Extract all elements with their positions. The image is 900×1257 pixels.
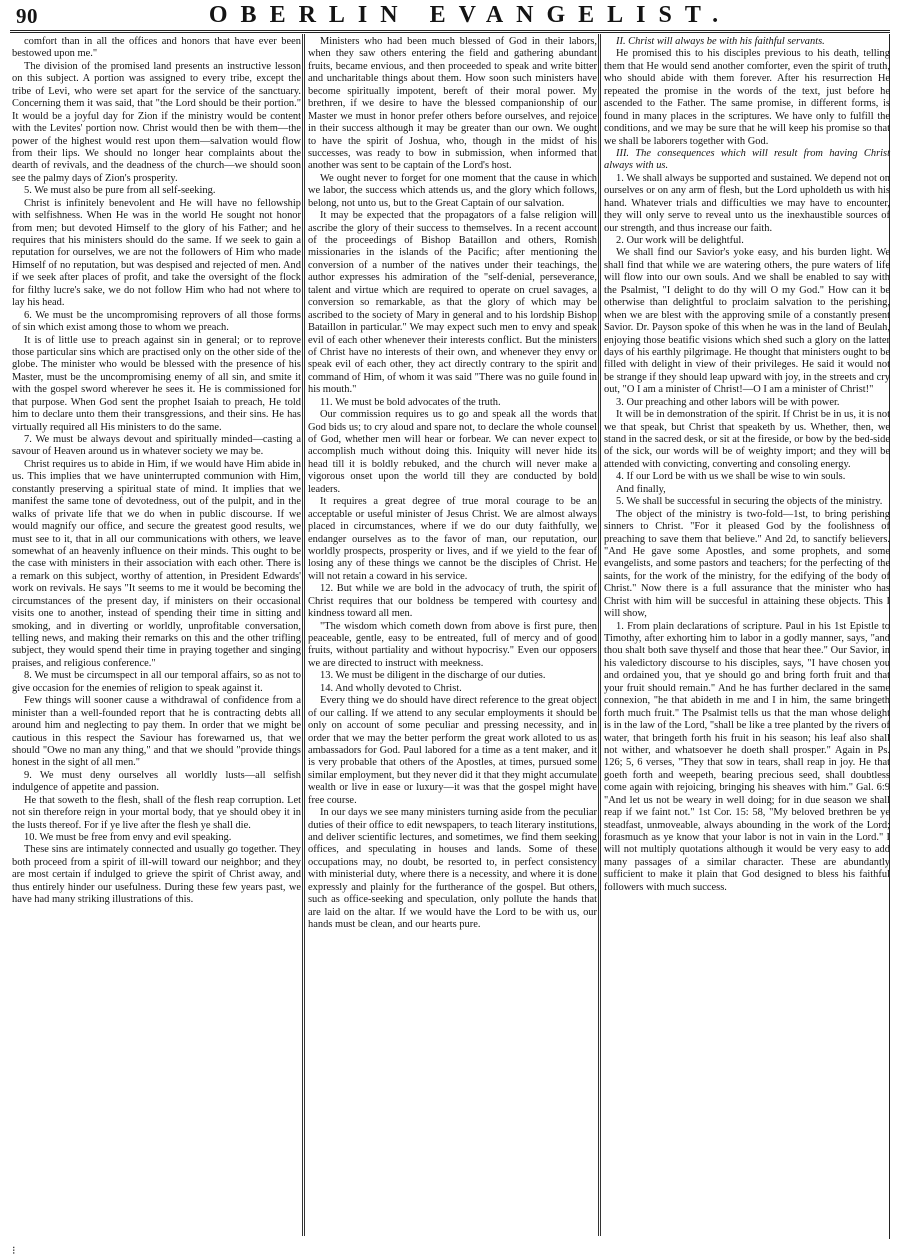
article-paragraph: 9. We must deny ourselves all worldly lusts—all selfish indulgence of appetite and passion. — [12, 769, 301, 794]
article-paragraph: Christ is infinitely benevolent and He will have no fellowship with selfishness. When He was in the world He sought not honor from men; but devoted Himself to the glory of his Father; and he requires that his ministers should do the same. If we seek to gain a reputation for ourselves, we are not the followers of Him who made Himself of no reputation, but was despised and rejected of men. And if we seek after places of profit, and take the oversight of the flock for filthy lucre's sake, we do not follow Him who had not where to lay his head. — [12, 197, 301, 309]
text-column-3 — [604, 36, 890, 894]
article-paragraph: It requires a great degree of true moral courage to be an acceptable or useful minister of Jesus Christ. We are almost always placed in circumstances, where if we do our duty faithfully, we endanger ourselves as to the favor of man, our reputation, our worldly prospects, prosperity or lives, and if we yield to the fear of losing any of these things we cannot be the disciples of Christ. He will not retain a coward in his service. — [308, 496, 597, 582]
masthead-title: OBERLIN EVANGELIST. — [208, 2, 732, 28]
article-paragraph: 5. We shall be successful in securing the objects of the ministry. — [616, 496, 883, 508]
article-paragraph: 6. We must be the uncompromising reprovers of all those forms of sin which exist among those to whom we preach. — [12, 309, 301, 334]
article-paragraph: 14. And wholly devoted to Christ. — [320, 682, 462, 694]
article-paragraph: 1. From plain declarations of scripture. Paul in his 1st Epistle to Timothy, after exhorting him to labor in a godly manner, says, "and thou shalt both save thyself and those that hear thee." Our Savior, in his valedictory discourse to his disciples, says, "I have chosen you and ordained you, that ye should go and bring forth fruit and that your fruit should remain." And he has further declared in the same connexion, "he that abideth in me and I in him, the same bringeth forth much fruit." The Psalmist tells us that the man whose delight is in the law of the Lord, "shall be like a tree planted by the rivers of water, that bringeth forth his fruit in his season; his leaf also shall not wither, and whatsoever he doeth shall prosper." Again in Ps. 126; 5, 6 verses, "They that sow in tears, shall reap in joy. He that goeth forth and weepeth, bearing precious seed, shall doubtless come again with rejoicing, bringing his sheaves with him." Gal. 6:9 "And let us not be weary in well doing; for in due season we shall reap if we faint not." 1st Cor. 15: 58, "My beloved brethren be ye steadfast, unmoveable, always abounding in the work of the Lord; forasmuch as ye know that your labor is not in vain in the Lord." I will not multiply quotations although it would be very easy to add many passages of a similar character. These are abundantly sufficient to make it plain that God designed to bless his faithful followers with much success. — [604, 620, 890, 893]
article-paragraph: Every thing we do should have direct reference to the great object of our calling. If we attend to any secular employments it should be only on account of some peculiar and pressing necessity, and in order that we may the better perform the great work alloted to us as ambassadors for God. Paul labored for a time as a tent maker, and it is very probable that others of the Apostles, at times, pursued some similar employment, but they never did it that they might accumulate wealth or live in ease or luxury—it was that the gospel might have free course. — [308, 695, 597, 806]
text-column-2 — [308, 36, 597, 932]
column-divider — [302, 34, 305, 1236]
article-paragraph: 12. But while we are bold in the advocacy of truth, the spirit of Christ requires that our boldness be tempered with courtesy and kindness toward all men. — [308, 583, 597, 620]
article-paragraph: We shall find our Savior's yoke easy, and his burden light. We shall find that while we are watering others, the pure waters of life will flow into our own souls. And we shall be enabled to say with the Psalmist, "I delight to do thy will O my God." How can it be otherwise than delightful to proclaim salvation to the perishing, when we are blest with the approving smile of a constantly present Savior. Dr. Payson spoke of this when he was in the land of Beulah, enjoying those beatific visions which shed such a glory on the latter days of his earthly pilgrimage. He thought that ministers ought to be filled with delight in view of their privileges. He said it would not be strange if they should leap upward with joy, in the streets and cry out, "O I am a minister of Christ!—O I am a minister of Christ!" — [604, 247, 890, 396]
header-rule — [10, 30, 890, 31]
article-paragraph: It will be in demonstration of the spirit. If Christ be in us, it is not we that speak, but Christ that speaketh by us. Whether, then, we stand in the sacred desk, or sit at the fireside, or bow by the bed-side of the sick, our words will be of weighty import; and they will be attended with convicting, converting and consoling energy. — [604, 409, 890, 470]
article-paragraph: Our commission requires us to go and speak all the words that God bids us; to cry aloud and spare not, to declare the whole counsel of God, whether men will hear or forbear. We can never expect to accomplish much without doing this. Iniquity will never hide its head till it is boldly rebuked, and the church will never make a vigorous onset upon the world till they are conducted by bold leaders. — [308, 409, 597, 495]
article-paragraph: 8. We must be circumspect in all our temporal affairs, so as not to give occasion for the enemies of religion to speak against it. — [12, 670, 301, 694]
article-paragraph: He promised this to his disciples previous to his death, telling them that He would send another comforter, even the spirit of truth, who should abide with them forever. After his resurrection He repeated the promise in the words of the text, just before he ascended to the Father. The same promise, in different forms, is found in many places in the scriptures. We have only to fulfill the conditions, and we may be sure that he will keep his promise so that we shall be laborers together with God. — [604, 48, 890, 147]
page-header — [10, 2, 890, 30]
article-paragraph: "The wisdom which cometh down from above is first pure, then peaceable, gentle, easy to be entreated, full of mercy and of good fruits, without partiality and without hypocrisy." Even our opposers we are directed to instruct with meekness. — [308, 620, 597, 669]
article-paragraph: 1. We shall always be supported and sustained. We depend not on ourselves or on any arm of flesh, but the Lord upholdeth us with his hand. Whatever trials and difficulties we may have to encounter, they will only serve to reveal unto us the inexhaustible sources of our strength, and thus increase our faith. — [604, 172, 890, 234]
article-paragraph: 11. We must be bold advocates of the truth. — [320, 396, 501, 408]
article-paragraph: comfort than in all the offices and honors that have ever been bestowed upon me." — [12, 36, 301, 60]
article-paragraph: 7. We must be always devout and spiritually minded—casting a savour of Heaven around us in whatever society we may be. — [12, 434, 301, 458]
article-paragraph: III. The consequences which will result from having Christ always with us. — [604, 147, 890, 172]
article-paragraph: The object of the ministry is two-fold—1st, to bring perishing sinners to Christ. "For it pleased God by the foolishness of preaching to save them that believe." And 2d, to sanctify believers. "And He gave some Apostles, and some prophets, and some evangelists, and some pastors and teachers; for the perfecting of the saints, for the work of the ministry, for the edifying of the body of Christ." Now there is a full assurance that the minister who has Christ with him will be succesful in attaining these objects. This I will show, — [604, 508, 890, 620]
text-column-1 — [12, 36, 301, 907]
article-paragraph: 2. Our work will be delightful. — [616, 235, 744, 246]
article-paragraph: The division of the promised land presents an instructive lesson on this subject. A portion was assigned to every tribe, except the tribe of Levi, who were set apart for the service of the sanctuary. Concerning them it was said, that "the Lord should be their portion." It would be a joyful day for Zion if the ministry would be content with the Levites' portion now. Christ would then be with them—the power of the highest would rest upon them—salvation would flow from their lips. We should no longer hear complaints about the dearth of revivals, and the deadness of the church—we should soon see the palmy days of Zion's prosperity. — [12, 60, 301, 184]
header-rule-lower — [10, 32, 890, 33]
article-paragraph: II. Christ will always be with his faithful servants. — [616, 36, 825, 47]
column-divider — [598, 34, 601, 1236]
article-paragraph: 5. We must also be pure from all self-seeking. — [24, 185, 216, 197]
article-paragraph: 13. We must be diligent in the discharge of our duties. — [320, 670, 546, 682]
page-number: 90 — [16, 4, 38, 28]
article-paragraph: We ought never to forget for one moment that the cause in which we labor, the success which attends us, and the glory which follows, belong, not unto us, but to the Great Captain of our salvation. — [308, 172, 597, 209]
article-paragraph: Ministers who had been much blessed of God in their labors, when they saw others entering the field and gathering abundant fruits, became envious, and then proceeded to speak and write bitter and uncharitable things about them. How soon such ministers have become spiritually impotent, bereft of their moral power. My brethren, if we desire to have the blessed companionship of our Master we must in honor prefer others before ourselves, and rejoice in their success although it may be greater than our own. We ought to have the spirit of Joshua, who, though in the midst of his successes, was ready to bow in submission, when informed that another was sent to be captain of the Lord's host. — [308, 36, 597, 172]
article-paragraph: These sins are intimately connected and usually go together. They both proceed from a spirit of ill-will toward our neighbor; and they are most certain if indulged to grieve the spirit of Christ away, and thus entirely hinder our usefulness. During these few years past, we have had many striking illustrations of this. — [12, 844, 301, 906]
article-paragraph: Christ requires us to abide in Him, if we would have Him abide in us. This implies that we have uninterrupted communion with Him, constantly preserving a spiritual state of mind. It implies that we manifest the same tone of devotedness, out of the pulpit, and in the walks of private life that we do when in public discourse. If we would magnify our office, and secure the greatest good results, we must see to it, that in all our communications with others, we leave somewhat of an heavenly influence on their minds. This ought to be the case with ministers in their association with each other. There is a remark on this subject, worthy of attention, in President Edwards' work on revivals. He says "It seems to me it would be becoming the circumstances of the present day, if ministers on their occasional visits one to another, instead of spending their time in sitting and smoking, and in diverting or worldly, unprofitable conversation, telling news, and making their remarks on this and the other trifling subject, they would spend their time in praying together and singing praises, and religious conference." — [12, 458, 301, 669]
article-paragraph: It may be expected that the propagators of a false religion will ascribe the glory of their success to themselves. In a recent account of the proceedings of Bishop Bataillon and others, Romish missionaries in the islands of the Pacific; after mentioning the conversion of a number of the natives under their teachings, the author expresses his admiration of the "self-denial, perseverance, talent and virtue which are required to operate on cruel savages, a conversion so remarkable, as that the glory of which may be ascribed to the society of Mary in general and to his lordship Bishop Bataillon in particular." We may expect such men to envy and speak evil of each other whenever their interests conflict. But the ministers of Christ have no interests of their own, and whenever they envy or speak evil of each other, they act directly contrary to the spirit and command of Him, of whom it was said "There was no guile found in his mouth." — [308, 210, 597, 396]
article-paragraph: And finally, — [616, 483, 666, 495]
column-end-mark: ⁝ — [12, 1245, 16, 1257]
article-paragraph: It is of little use to preach against sin in general; or to reprove those particular sins which are practised only on the other side of the globe. The minister who would be blessed with the presence of his Master, must be the uncompromising enemy of all sin, and smite it with the gospel sword wherever he sees it. He is commissioned for that purpose. When God sent the prophet Isaiah to preach, He told him to declare unto them their transgressions, and their sins. He has virtually required all His ministers to do the same. — [12, 334, 301, 433]
article-paragraph: In our days we see many ministers turning aside from the peculiar duties of their office to edit newspapers, to teach literary institutions, and deliver scientific lectures, and sometimes, we find them seeking offices, and speculating in houses and lands. Some of these occupations may, no doubt, be resorted to, in perfect consistency with ministerial duty, where there is a necessity, and where it is done expressly and plainly for the furtherance of the gospel. But others, such as office-seeking and speculation, only pollute the hands that are laid on the altar. If we would have the Lord to be with us, our hands must be clean, and our hearts pure. — [308, 807, 597, 931]
article-paragraph: He that soweth to the flesh, shall of the flesh reap corruption. Let not sin therefore reign in your mortal body, that ye should obey it in the lusts thereof. For if ye live after the flesh ye shall die. — [12, 794, 301, 831]
article-paragraph: Few things will sooner cause a withdrawal of confidence from a minister than a well-founded report that he is contracting debts all around him and neglecting to pay them. In order that we might be cautious in this respect the Saviour has forewarned us, that we should "Owe no man any thing," and that we should "provide things honest in the sight of all men." — [12, 695, 301, 769]
article-paragraph: 3. Our preaching and other labors will be with power. — [616, 396, 840, 408]
article-paragraph: 10. We must be free from envy and evil speaking. — [24, 832, 232, 843]
article-paragraph: 4. If our Lord be with us we shall be wise to win souls. — [616, 471, 846, 483]
